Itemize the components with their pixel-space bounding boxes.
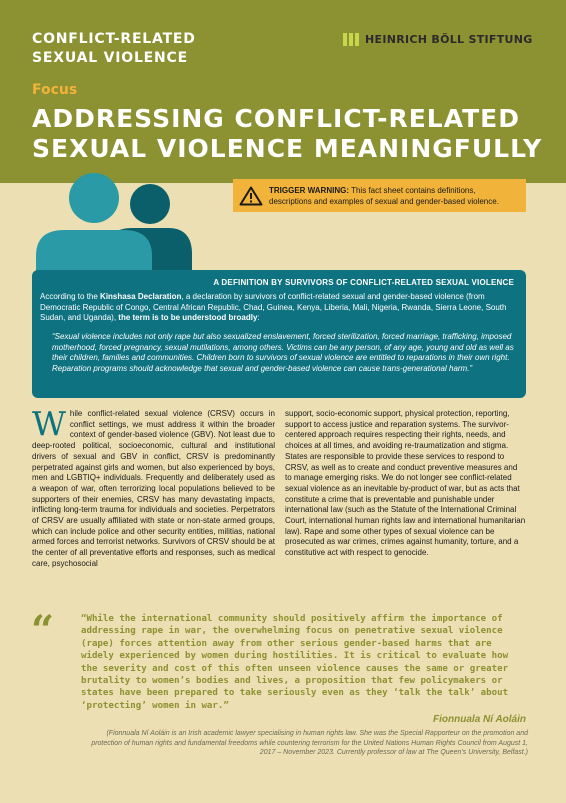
definition-box: [32, 270, 526, 398]
people-illustration-icon: [30, 170, 200, 280]
body-column-left: [32, 404, 275, 570]
trigger-warning-body: This fact sheet contains definitions, descriptions and examples of sexual and gender-based violence.: [269, 185, 499, 206]
trigger-warning-label: TRIGGER WARNING:: [269, 185, 349, 195]
header-banner: [0, 0, 566, 183]
title-line-2: SEXUAL VIOLENCE MEANINGFULLY: [32, 134, 543, 163]
focus-label: Focus: [32, 82, 78, 98]
definition-title: A DEFINITION BY SURVIVORS OF CONFLICT-RELATED SEXUAL VIOLENCE: [213, 278, 514, 287]
drop-cap: W: [32, 404, 66, 443]
quote-mark-icon: “: [31, 607, 51, 654]
kinshasa-declaration-link[interactable]: Kinshasa Declaration: [100, 292, 182, 301]
intro-text-d: the term is to be understood broadly: [118, 313, 258, 322]
page-title: [32, 104, 552, 164]
body-left-text: hile conflict-related sexual violence (CRSV) occurs in conflict settings, we must address it within the broader context of gender-based violence (GBV). Not least due to deep-rooted political, socioeconomic, cultural and institutional drivers of sexual and GBV in conflict, CRSV is predominantly perpetrated against girls and women, but also experienced by boys, men and LGBTIQ+ individuals. Frequently and deliberately used as a weapon of war, often terrorizing local populations believed to be supporters of their enemies, CRSV has many devastating impacts, inflicting long-term trauma for individuals and societies. Perpetrators of CRSV are usually affiliated with state or non-state armed groups, which can include police and other security entities, militias, national armed forces and terrorist networks. Survivors of CRSV should be at the center of all preventative efforts and responses, such as medical care, psychosocial: [32, 409, 275, 568]
quote-author: Fionnuala Ní Aoláin: [433, 714, 526, 725]
author-credit: (Fionnuala Ní Aoláin is an Irish academic lawyer specialising in human rights law. She was the Special Rapporteur on the promotion and protection of human rights and fundamental freedoms while countering terrorism for the United Nations Human Rights Council from August 1, 2017 – November 2023. Currently professor of law at The Queen’s University, Belfast.): [91, 730, 528, 757]
body-column-right: support, socio-economic support, physical protection, reporting, support to access justice and reparation systems. The survivor-centered approach requires respecting their rights, needs, and choices at all times, and avoiding re-traumatization and stigma. States are responsible to provide these services to respond to CRSV, as well as to create and conduct preventive measures and to manage emerging risks. We do not longer see conflict-related sexual violence as an inevitable by-product of war, but as acts that constitute a crime that is preventable and punishable under international law (such as the Statute of the International Criminal Court, international human rights law and international humanitarian law). Rape and some other types of sexual violence can be prosecuted as war crimes, crimes against humanity, torture, and a constitutive act with respect to genocide.: [285, 409, 526, 558]
definition-intro: [40, 292, 520, 324]
logo-bars-icon: [343, 33, 359, 46]
foundation-logo[interactable]: [343, 32, 533, 46]
definition-quote: “Sexual violence includes not only rape but also sexualized enslavement, forced sterilization, forced marriage, trafficking, imposed motherhood, forced pregnancy, sexual mutilations, among others. Victims can be any person, of any age, young and old as well as their children, families and communities. Children born to survivors of sexual violence are entitled to reparations in their own right. Reparation programs should acknowledge that sexual and gender-based violence can cause trans-generational harm.”: [52, 332, 514, 373]
warning-triangle-icon: [233, 186, 269, 206]
title-line-1: ADDRESSING CONFLICT-RELATED: [32, 104, 520, 133]
pull-quote: “While the international community should positively affirm the importance of addressing rape in war, the overwhelming focus on penetrative sexual violence (rape) forces attention away from other serious gender-based harms that are widely experienced by women during hostilities. It is critical to evaluate how the severity and cost of this often unseen violence causes the same or greater brutality to women’s bodies and lives, a proposition that few policymakers or states have been prepared to take seriously even as they ‘talk the talk’ about ‘protecting’ women in war.”: [81, 614, 509, 711]
series-kicker: [32, 30, 196, 68]
trigger-warning-banner: [233, 179, 526, 212]
logo-text: HEINRICH BÖLL STIFTUNG: [365, 32, 533, 46]
kicker-line-1: CONFLICT-RELATED: [32, 31, 196, 47]
intro-text-a: According to the: [40, 292, 101, 301]
intro-text-e: :: [257, 313, 260, 322]
trigger-warning-text: [269, 185, 519, 207]
kicker-line-2: SEXUAL VIOLENCE: [32, 50, 188, 66]
intro-text-c: , a declaration by survivors of conflict-related sexual and gender-based violence (from Democratic Republic of Congo, Central African Republic, Chad, Guinea, Kenya, Liberia, Mali, Nigeria, Rwanda, Sierra Leone, South Sudan, and Uganda),: [40, 292, 507, 322]
